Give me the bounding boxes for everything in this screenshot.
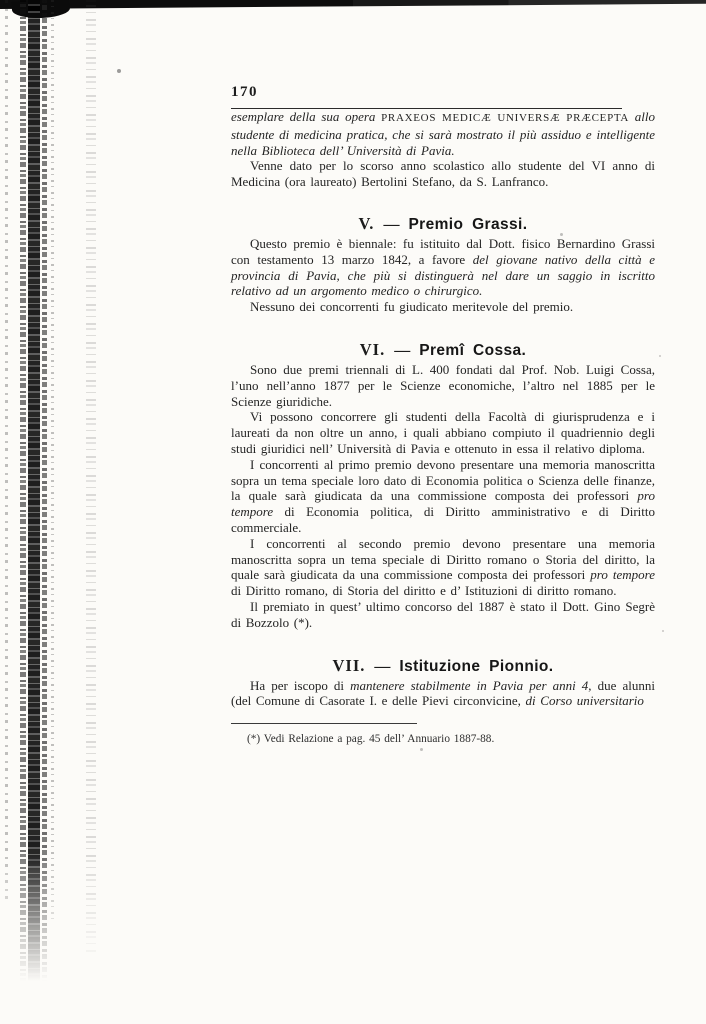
binding-gutter xyxy=(0,0,120,1024)
section-heading-vii xyxy=(231,651,655,678)
section-number: VI. xyxy=(359,339,386,359)
section-title: Premio Grassi. xyxy=(408,215,528,233)
gutter-fade xyxy=(0,854,120,1024)
gutter-streak xyxy=(42,0,47,983)
gutter-streak xyxy=(20,0,26,993)
section-heading-vi xyxy=(231,335,655,362)
section-vi-paragraph-2: Vi possono concorrere gli studenti della Facoltà di giurisprudenza e i laureati da non oltre un anno, i quali abbiano compiuto il quadriennio degli studi giuridici nell’ Università di Pavia e ottenuto in essa il relativo diploma. xyxy=(231,409,655,456)
section-v-paragraph-2: Nessuno dei concorrenti fu giudicato meritevole del premio. xyxy=(250,299,574,315)
section-v-paragraph-1: Questo premio è biennale: fu istituito dal Dott. fisico Bernardino Grassi con testamento 13 marzo 1842, a favore del giovane nativo della città e provincia di Pavia, che più si distinguerà nel dare un saggio in iscritto relativo ad un argomento medico o chirurgico. xyxy=(231,235,655,299)
section-vi-paragraph-1: Sono due premi triennali di L. 400 fondati dal Prof. Nob. Luigi Cossa, l’uno nell’anno 1877 per le Scienze economiche, l’altro nel 1885 per le Scienze giuridiche. xyxy=(231,361,655,409)
heading-dash: — xyxy=(383,215,400,233)
intro-paragraph-award: Venne dato per lo scorso anno scolastico allo studente del VI anno di Medicina (ora laureato) Bertolini Stefano, da S. Lanfranco. xyxy=(231,158,655,190)
section-heading-v xyxy=(231,209,655,236)
page-content xyxy=(231,84,655,746)
gutter-streak xyxy=(51,0,54,922)
section-vi-paragraph-5: Il premiato in quest’ ultimo concorso del 1887 è stato il Dott. Gino Segrè di Bozzolo (*). xyxy=(231,598,655,630)
gutter-streak xyxy=(5,0,8,901)
ink-speck xyxy=(659,355,661,357)
heading-dash: — xyxy=(374,657,391,675)
gutter-streak xyxy=(86,0,96,952)
ink-speck xyxy=(420,748,423,751)
section-vii-paragraph-1: Ha per iscopo di mantenere stabilmente in Pavia per anni 4, due alunni (del Comune di Casorate I. e delle Pievi circonvicine, di Corso universitario xyxy=(231,677,655,709)
footnote-text: (*) Vedi Relazione a pag. 45 dell’ Annuario 1887-88. xyxy=(247,733,495,746)
section-number: VII. xyxy=(332,655,366,675)
ink-speck xyxy=(117,69,121,73)
section-vi-paragraph-4: I concorrenti al secondo premio devono presentare una memoria manoscritta sopra un tema speciale di Diritto romano o Storia del diritto, la quale sarà giudicata da una commissione composta dei professori pro tempore di Diritto romano, di Storia del diritto e d’ Istituzioni di diritto romano. xyxy=(231,535,655,599)
heading-dash: — xyxy=(394,341,411,359)
section-title: Istituzione Pionnio. xyxy=(399,657,554,675)
section-number: V. xyxy=(358,213,375,233)
page-number: 170 xyxy=(231,84,258,100)
section-vi-paragraph-3: I concorrenti al primo premio devono presentare una memoria manoscritta sopra un tema speciale loro dato di Economia politica o Scienza delle finanze, la quale sarà giudicata da una commissione composta dei professori pro tempore di Economia politica, di Diritto amministrativo e di Diritto commerciale. xyxy=(231,456,655,535)
section-title: Premî Cossa. xyxy=(419,341,527,359)
footnote-rule xyxy=(231,723,417,724)
ink-speck xyxy=(662,630,664,632)
intro-paragraph-continuation: esemplare della sua opera PRAXEOS MEDICÆ UNIVERSÆ PRÆCEPTA allo studente di medicina pratica, che si sarà mostrato il più assiduo e intelligente nella Biblioteca dell’ Università di Pavia. xyxy=(231,109,655,158)
